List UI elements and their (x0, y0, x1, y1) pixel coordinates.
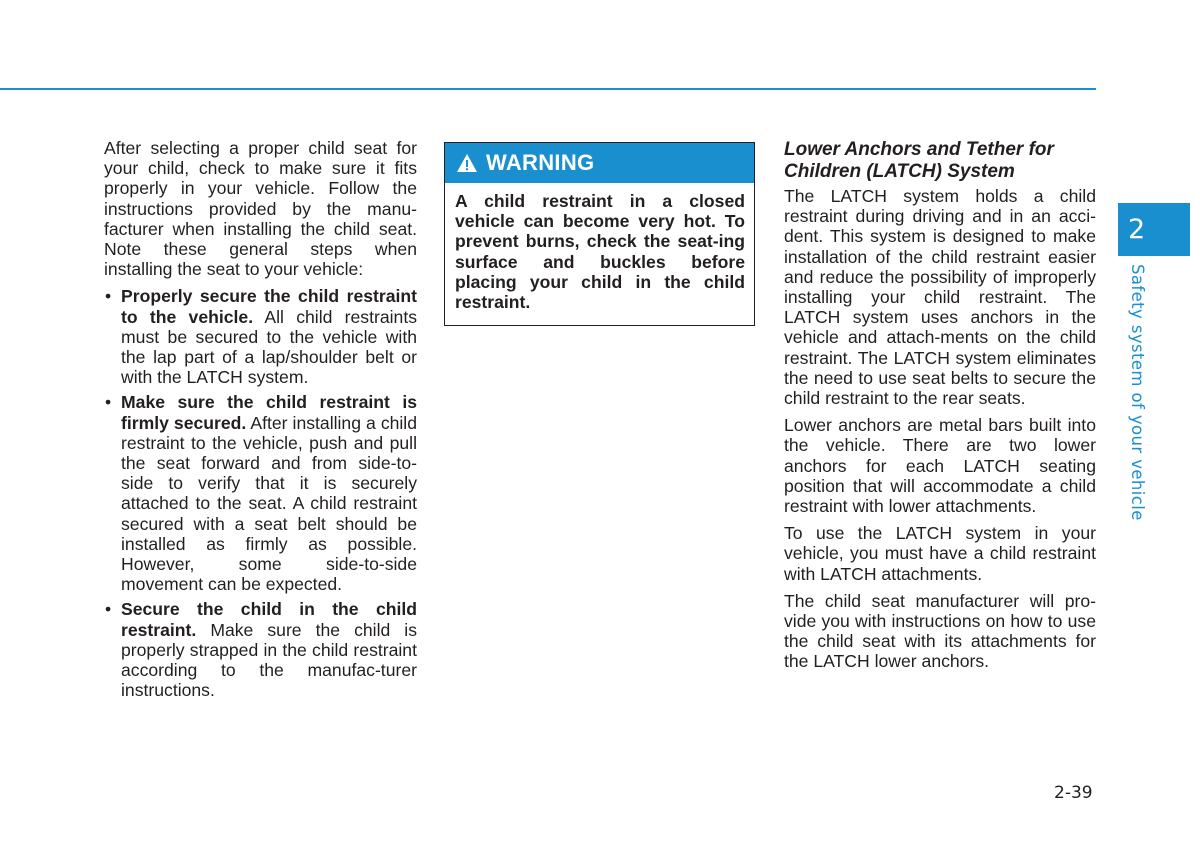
list-item (104, 392, 417, 594)
warning-header (445, 143, 754, 183)
list-item-text: All child restraints must be secured to the vehicle with the lap part of a lap/shoulder belt or with the LATCH system. (121, 306, 418, 388)
paragraph: The child seat manufacturer will pro-vide you with instructions on how to use the child seat with its attachments for the LATCH lower anchors. (784, 590, 1096, 672)
warning-text: A child restraint in a closed vehicle can become very hot. To prevent burns, check the seat-ing surface and buckles before placing your child in the child restraint. (455, 191, 745, 313)
list-item-text: After installing a child restraint to the vehicle, push and pull the seat forward and from side-to-side to verify that it is securely attached to the seat. A child restraint secured with a seat belt should be installed as firmly as possible. However, some side-to-side movement can be expected. (121, 412, 418, 595)
steps-list (104, 286, 417, 700)
list-item (104, 286, 417, 387)
list-item (104, 599, 417, 700)
paragraph: Lower anchors are metal bars built into the vehicle. There are two lower anchors for each LATCH seating position that will accommodate a child restraint with lower attachments. (784, 415, 1096, 517)
list-item-lead: Secure the child in the child restraint. (121, 599, 417, 640)
warning-title: WARNING (486, 150, 595, 175)
chapter-number-tab: 2 (1118, 203, 1190, 256)
list-item-lead: Make sure the child restraint is firmly secured. (121, 392, 417, 433)
paragraph: To use the LATCH system in your vehicle, you must have a child restraint with LATCH attachments. (784, 523, 1096, 584)
list-item-lead: Properly secure the child restraint to the vehicle. (121, 286, 417, 327)
header-rule (0, 88, 1096, 90)
chapter-title: Safety system of your vehicle (1128, 264, 1147, 521)
right-column (784, 139, 1096, 679)
paragraph: The LATCH system holds a child restraint during driving and in an acci-dent. This system is designed to make installation of the child restraint easier and reduce the possibility of improperly installing your child restraint. The LATCH system uses anchors in the vehicle and attach-ments on the child restraint. The LATCH system eliminates the need to use seat belts to secure the child restraint to the rear seats. (784, 186, 1096, 409)
section-title: Lower Anchors and Tether for Children (LATCH) System (784, 139, 1054, 182)
left-column (104, 138, 417, 705)
list-item-text: Make sure the child is properly strapped in the child restraint according to the manufac-turer instructions. (121, 619, 417, 701)
page-number: 2-39 (1054, 783, 1093, 803)
intro-paragraph: After selecting a proper child seat for your child, check to make sure it fits properly in your vehicle. Follow the instructions provided by the manu-facturer when installing the child seat. Note these general steps when installing the seat to your vehicle: (104, 138, 417, 280)
warning-triangle-icon (456, 153, 478, 173)
warning-box (444, 142, 755, 326)
